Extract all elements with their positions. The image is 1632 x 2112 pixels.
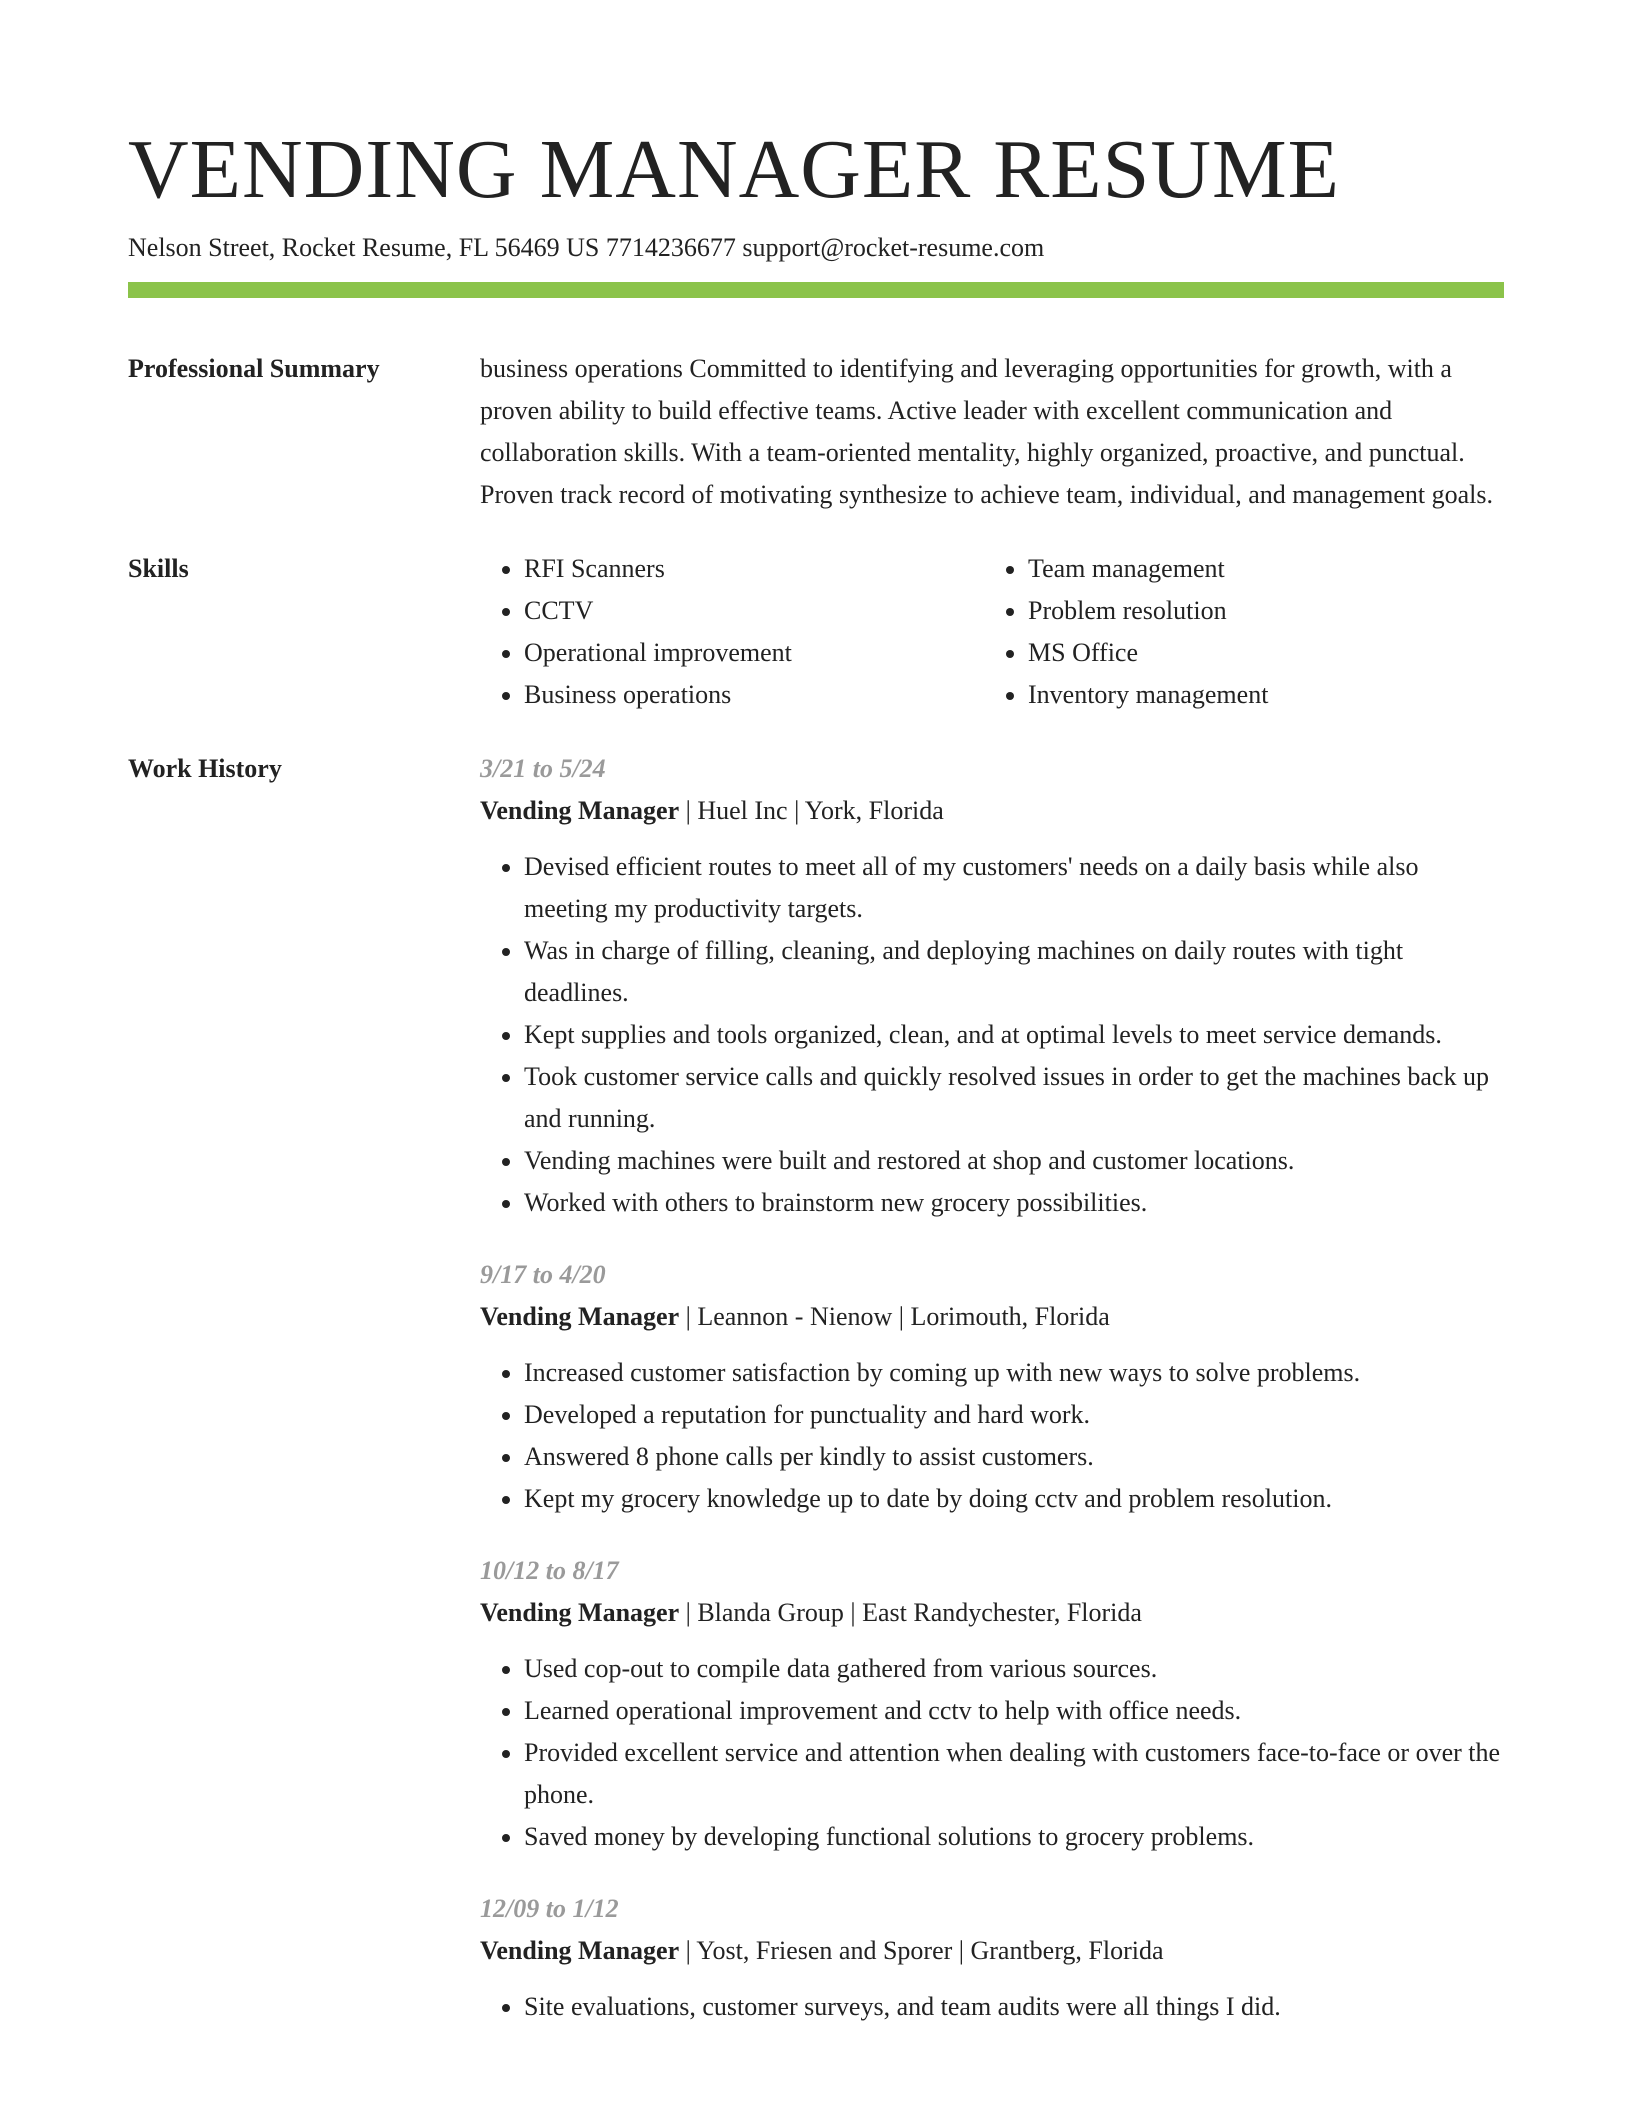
skill-item: • Problem resolution (1028, 590, 1488, 632)
job-title: Vending Manager (480, 796, 680, 825)
summary-text: business operations Committed to identifying and leveraging opportunities for growth, with a proven ability to build effective teams. Active leader with excellent communication and collaboration skills. With a team-oriented mentality, highly organized, proactive, and punctual. Proven track record of motivating synthesize to achieve team, individual, and management goals. (480, 354, 1493, 509)
skill-item: • CCTV (524, 590, 984, 632)
job-header (480, 790, 1504, 832)
skill-item: • Business operations (524, 674, 984, 716)
skill-item: • Inventory management (1028, 674, 1488, 716)
job-bullet: • Learned operational improvement and cctv to help with office needs. (524, 1690, 1504, 1732)
job-entry (480, 1888, 1504, 2028)
job-details: | Yost, Friesen and Sporer | Grantberg, Florida (679, 1936, 1164, 1965)
contact-email: support@rocket-resume.com (742, 233, 1045, 262)
job-bullet: • Vending machines were built and restored at shop and customer locations. (524, 1140, 1504, 1182)
section-label-skills: Skills (128, 554, 189, 583)
job-header (480, 1930, 1504, 1972)
job-dates: 12/09 to 1/12 (480, 1894, 619, 1923)
skills-column-right (984, 548, 1488, 716)
job-bullet: • Kept supplies and tools organized, clean, and at optimal levels to meet service demands. (524, 1014, 1504, 1056)
job-bullet: • Took customer service calls and quickly resolved issues in order to get the machines back up and running. (524, 1056, 1504, 1140)
job-entry (480, 1254, 1504, 1520)
job-header (480, 1592, 1504, 1634)
skill-item: • Operational improvement (524, 632, 984, 674)
skills-grid (480, 548, 1504, 716)
skill-item: • RFI Scanners (524, 548, 984, 590)
job-bullet: • Used cop-out to compile data gathered from various sources. (524, 1648, 1504, 1690)
job-entry (480, 748, 1504, 1224)
job-bullets (480, 1986, 1504, 2028)
professional-summary-section (128, 348, 1504, 516)
job-dates: 10/12 to 8/17 (480, 1556, 619, 1585)
skill-item: • MS Office (1028, 632, 1488, 674)
job-bullet: • Answered 8 phone calls per kindly to assist customers. (524, 1436, 1504, 1478)
job-header (480, 1296, 1504, 1338)
section-label-summary: Professional Summary (128, 354, 380, 383)
job-bullet: • Provided excellent service and attention when dealing with customers face-to-face or over the phone. (524, 1732, 1504, 1816)
work-history-section (128, 748, 1504, 2058)
job-details: | Blanda Group | East Randychester, Florida (679, 1598, 1142, 1627)
skills-body (480, 548, 1504, 716)
job-bullet: • Kept my grocery knowledge up to date by doing cctv and problem resolution. (524, 1478, 1504, 1520)
job-bullet: • Site evaluations, customer surveys, and team audits were all things I did. (524, 1986, 1504, 2028)
job-entry (480, 1550, 1504, 1858)
job-bullet: • Was in charge of filling, cleaning, and deploying machines on daily routes with tight deadlines. (524, 930, 1504, 1014)
job-bullet: • Increased customer satisfaction by coming up with new ways to solve problems. (524, 1352, 1504, 1394)
contact-address: Nelson Street, Rocket Resume, FL 56469 US (128, 233, 600, 262)
resume-page (128, 120, 1504, 2058)
header-divider (128, 282, 1504, 298)
job-dates: 3/21 to 5/24 (480, 754, 606, 783)
job-details: | Leannon - Nienow | Lorimouth, Florida (679, 1302, 1110, 1331)
work-history-body (480, 748, 1504, 2058)
skill-item: • Team management (1028, 548, 1488, 590)
job-bullet: • Devised efficient routes to meet all of my customers' needs on a daily basis while also meeting my productivity targets. (524, 846, 1504, 930)
job-bullet: • Developed a reputation for punctuality and hard work. (524, 1394, 1504, 1436)
job-dates: 9/17 to 4/20 (480, 1260, 606, 1289)
job-title: Vending Manager (480, 1598, 680, 1627)
job-bullet: • Worked with others to brainstorm new grocery possibilities. (524, 1182, 1504, 1224)
section-label-work-history: Work History (128, 754, 282, 783)
contact-phone: 7714236677 (605, 233, 736, 262)
job-bullets (480, 1648, 1504, 1858)
job-bullet: • Saved money by developing functional solutions to grocery problems. (524, 1816, 1504, 1858)
resume-title: VENDING MANAGER RESUME (128, 123, 1340, 216)
skills-column-left (480, 548, 984, 716)
job-bullets (480, 846, 1504, 1224)
skills-section (128, 548, 1504, 716)
contact-line (128, 230, 1504, 266)
job-title: Vending Manager (480, 1936, 680, 1965)
job-bullets (480, 1352, 1504, 1520)
job-title: Vending Manager (480, 1302, 680, 1331)
job-details: | Huel Inc | York, Florida (679, 796, 944, 825)
